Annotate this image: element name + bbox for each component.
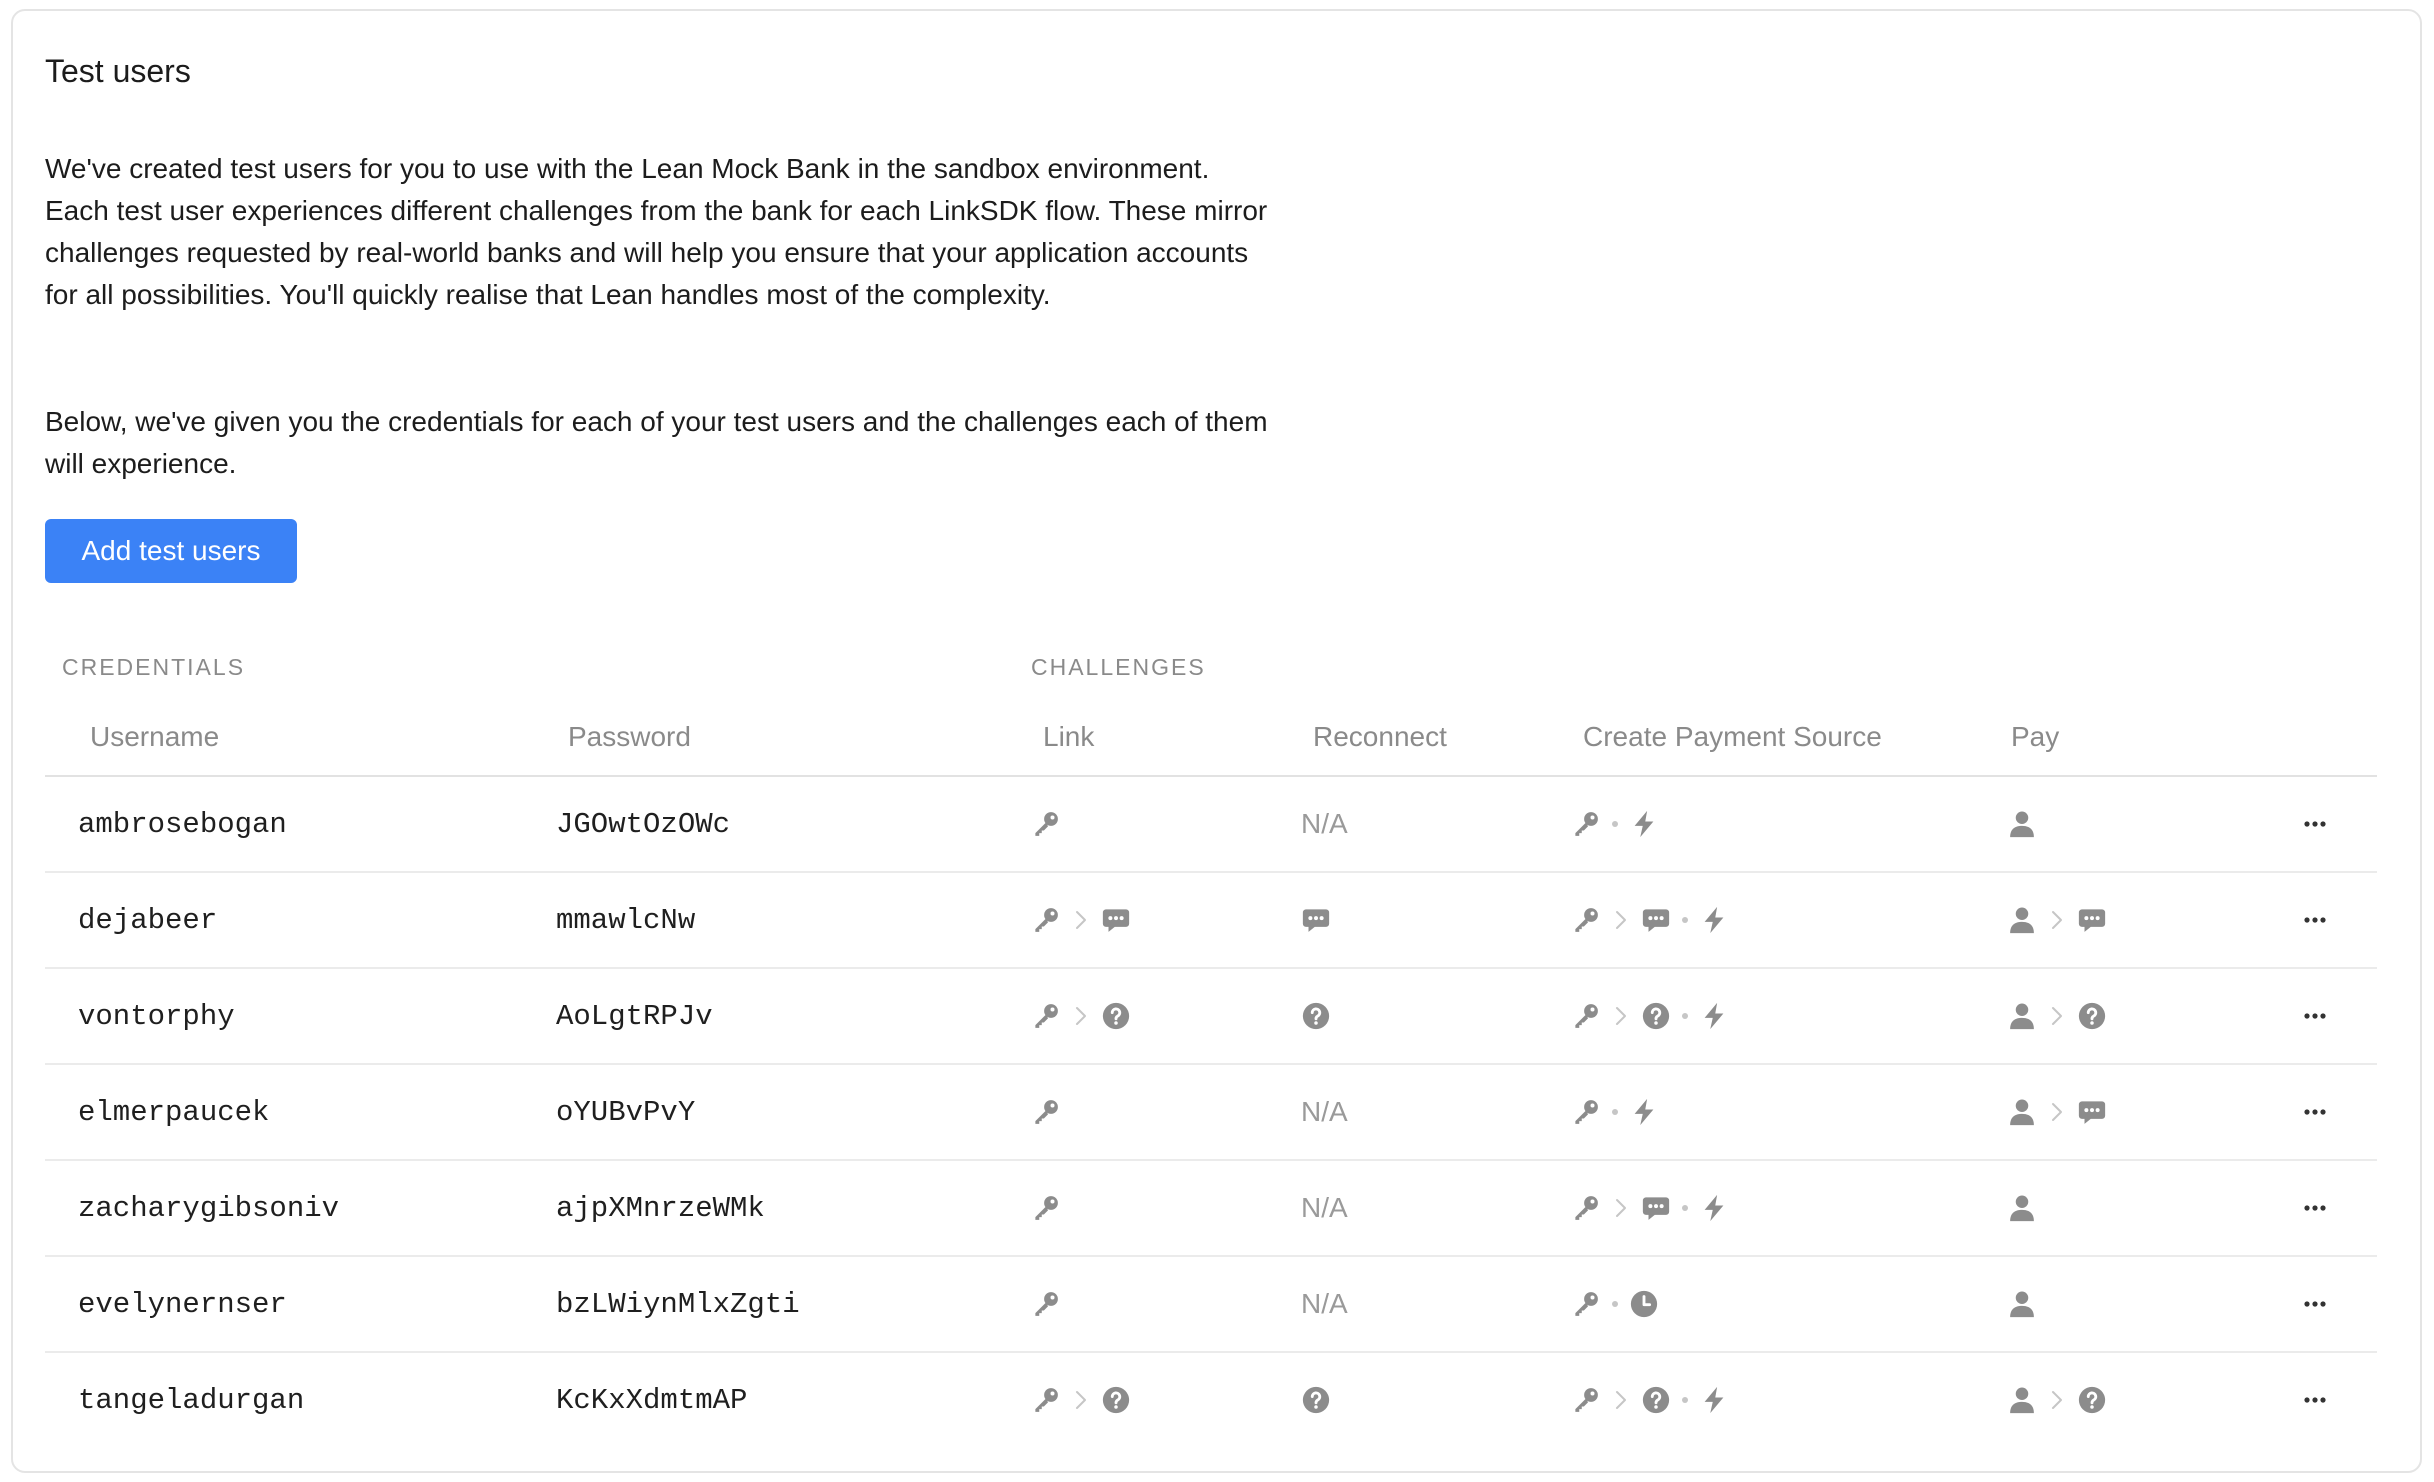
not-applicable-text: N/A: [1301, 1192, 1348, 1223]
link-challenge-cell: [1031, 1161, 1061, 1255]
challenge-sequence: [1571, 1097, 1659, 1127]
chevron-right-icon: [2044, 905, 2070, 935]
lightning-bolt-icon: [1699, 1385, 1729, 1415]
chevron-right-icon: [1608, 1193, 1634, 1223]
separator-dot: [1674, 1001, 1696, 1031]
password-cell: ajpXMnrzeWMk: [556, 1191, 765, 1225]
reconnect-challenge-cell: [1301, 873, 1331, 967]
more-options-icon[interactable]: [2295, 1193, 2335, 1223]
chevron-right-icon: [1068, 905, 1094, 935]
challenge-sequence: [1301, 1001, 1331, 1031]
separator-dot: [1604, 1097, 1626, 1127]
table-row: [45, 1161, 2377, 1257]
username-cell: dejabeer: [78, 903, 218, 937]
chat-bubble-icon: [2077, 905, 2107, 935]
chevron-right-icon: [2044, 1001, 2070, 1031]
table-row: [45, 777, 2377, 873]
more-options-icon[interactable]: [2295, 905, 2335, 935]
reconnect-challenge-cell: [1301, 1065, 1348, 1159]
password-cell: mmawlcNw: [556, 903, 696, 937]
row-actions-cell: [2295, 1257, 2335, 1351]
username-cell: elmerpaucek: [78, 1095, 270, 1129]
link-challenge-cell: [1031, 873, 1131, 967]
pay-challenge-cell: [2007, 1353, 2107, 1447]
question-icon: [2077, 1001, 2107, 1031]
challenge-sequence: [2007, 809, 2037, 839]
key-icon: [1031, 1193, 1061, 1223]
username-cell: zacharygibsoniv: [78, 1191, 340, 1225]
not-applicable-text: N/A: [1301, 808, 1348, 839]
challenge-sequence: [1031, 1097, 1061, 1127]
chevron-right-icon: [1068, 1001, 1094, 1031]
chat-bubble-icon: [2077, 1097, 2107, 1127]
user-icon: [2007, 1289, 2037, 1319]
chevron-right-icon: [1608, 905, 1634, 935]
credentials-paragraph: Below, we've given you the credentials for each of your test users and the challenges each of them will experience.: [45, 406, 1268, 479]
table-row: [45, 1353, 2377, 1449]
separator-dot: [1604, 809, 1626, 839]
challenge-sequence: [1031, 1289, 1061, 1319]
create-payment-source-challenge-cell: [1571, 873, 1729, 967]
create-payment-source-challenge-cell: [1571, 969, 1729, 1063]
chevron-right-icon: [2044, 1385, 2070, 1415]
not-applicable-text: N/A: [1301, 1288, 1348, 1319]
password-cell: AoLgtRPJv: [556, 999, 713, 1033]
challenge-sequence: [1571, 809, 1659, 839]
password-cell: oYUBvPvY: [556, 1095, 696, 1129]
user-icon: [2007, 1097, 2037, 1127]
password-cell: JGOwtOzOWc: [556, 807, 731, 841]
challenge-sequence: [2007, 1193, 2037, 1223]
row-actions-cell: [2295, 873, 2335, 967]
challenge-sequence: [1031, 1193, 1061, 1223]
key-icon: [1571, 1385, 1601, 1415]
key-icon: [1031, 1001, 1061, 1031]
column-header-reconnect: Reconnect: [1313, 721, 1447, 752]
column-header-pay: Pay: [2011, 721, 2060, 752]
section-label-credentials: CREDENTIALS: [62, 654, 246, 680]
pay-challenge-cell: [2007, 873, 2107, 967]
chevron-right-icon: [1068, 1385, 1094, 1415]
create-payment-source-challenge-cell: [1571, 777, 1659, 871]
row-actions-cell: [2295, 1065, 2335, 1159]
pay-challenge-cell: [2007, 1065, 2107, 1159]
column-header-create-payment-source: Create Payment Source: [1583, 721, 1882, 752]
lightning-bolt-icon: [1629, 1097, 1659, 1127]
challenge-sequence: [1571, 1193, 1729, 1223]
username-cell: ambrosebogan: [78, 807, 287, 841]
chat-bubble-icon: [1301, 905, 1331, 935]
pay-challenge-cell: [2007, 1257, 2037, 1351]
separator-dot: [1674, 1385, 1696, 1415]
table-row: [45, 969, 2377, 1065]
column-header-username: Username: [90, 721, 220, 752]
reconnect-challenge-cell: [1301, 777, 1348, 871]
username-cell: vontorphy: [78, 999, 235, 1033]
challenge-sequence: [2007, 1289, 2037, 1319]
challenge-sequence: [2007, 1385, 2107, 1415]
chat-bubble-icon: [1101, 905, 1131, 935]
table-header: [45, 711, 2377, 777]
lightning-bolt-icon: [1629, 809, 1659, 839]
challenge-sequence: [1571, 1385, 1729, 1415]
challenge-sequence: [2007, 1001, 2107, 1031]
password-cell: KcKxXdmtmAP: [556, 1383, 748, 1417]
pay-challenge-cell: [2007, 777, 2037, 871]
table-row: [45, 873, 2377, 969]
row-actions-cell: [2295, 1353, 2335, 1447]
lightning-bolt-icon: [1699, 1193, 1729, 1223]
page-title: Test users: [45, 53, 191, 89]
challenge-sequence: [1031, 809, 1061, 839]
challenge-sequence: [2007, 905, 2107, 935]
challenge-sequence: [1571, 1001, 1729, 1031]
column-header-link: Link: [1043, 721, 1095, 752]
pay-challenge-cell: [2007, 969, 2107, 1063]
more-options-icon[interactable]: [2295, 1097, 2335, 1127]
user-icon: [2007, 1001, 2037, 1031]
column-header-password: Password: [568, 721, 691, 752]
challenge-sequence: [1031, 905, 1131, 935]
table-row: [45, 1065, 2377, 1161]
reconnect-challenge-cell: [1301, 969, 1331, 1063]
lightning-bolt-icon: [1699, 1001, 1729, 1031]
key-icon: [1031, 1385, 1061, 1415]
password-cell: bzLWiynMlxZgti: [556, 1287, 800, 1321]
table-body: [45, 777, 2377, 1449]
create-payment-source-challenge-cell: [1571, 1353, 1729, 1447]
create-payment-source-challenge-cell: [1571, 1065, 1659, 1159]
link-challenge-cell: [1031, 1065, 1061, 1159]
reconnect-challenge-cell: [1301, 1161, 1348, 1255]
key-icon: [1031, 809, 1061, 839]
key-icon: [1571, 1001, 1601, 1031]
test-users-table: [45, 711, 2377, 1449]
challenge-sequence: [1301, 905, 1331, 935]
chevron-right-icon: [1608, 1001, 1634, 1031]
question-icon: [2077, 1385, 2107, 1415]
not-applicable-text: N/A: [1301, 1096, 1348, 1127]
key-icon: [1031, 905, 1061, 935]
challenge-sequence: [1301, 1385, 1331, 1415]
reconnect-challenge-cell: [1301, 1257, 1348, 1351]
link-challenge-cell: [1031, 969, 1131, 1063]
question-icon: [1301, 1001, 1331, 1031]
challenge-sequence: [2007, 1097, 2107, 1127]
challenge-sequence: [1571, 1289, 1659, 1319]
more-options-icon[interactable]: [2295, 1289, 2335, 1319]
question-icon: [1101, 1001, 1131, 1031]
question-icon: [1101, 1385, 1131, 1415]
row-actions-cell: [2295, 1161, 2335, 1255]
key-icon: [1571, 905, 1601, 935]
challenge-sequence: [1571, 905, 1729, 935]
create-payment-source-challenge-cell: [1571, 1257, 1659, 1351]
more-options-icon[interactable]: [2295, 809, 2335, 839]
username-cell: tangeladurgan: [78, 1383, 305, 1417]
chevron-right-icon: [1608, 1385, 1634, 1415]
key-icon: [1031, 1289, 1061, 1319]
create-payment-source-challenge-cell: [1571, 1161, 1729, 1255]
intro-paragraph: We've created test users for you to use with the Lean Mock Bank in the sandbox environment. Each test user experiences different challenges from the bank for each LinkSDK flow. These mirror challenges requested by real-world banks and will help you ensure that your application accounts for all possibilities. You'll quickly realise that Lean handles most of the complexity.: [45, 153, 1268, 310]
key-icon: [1571, 1097, 1601, 1127]
username-cell: evelynernser: [78, 1287, 287, 1321]
key-icon: [1031, 1097, 1061, 1127]
challenge-sequence: [1031, 1385, 1131, 1415]
add-test-users-button[interactable]: Add test users: [45, 519, 297, 583]
question-icon: [1301, 1385, 1331, 1415]
key-icon: [1571, 809, 1601, 839]
chat-bubble-icon: [1641, 905, 1671, 935]
challenge-sequence: [1031, 1001, 1131, 1031]
key-icon: [1571, 1289, 1601, 1319]
lightning-bolt-icon: [1699, 905, 1729, 935]
question-icon: [1641, 1385, 1671, 1415]
separator-dot: [1674, 905, 1696, 935]
chat-bubble-icon: [1641, 1193, 1671, 1223]
more-options-icon[interactable]: [2295, 1385, 2335, 1415]
link-challenge-cell: [1031, 1257, 1061, 1351]
more-options-icon[interactable]: [2295, 1001, 2335, 1031]
link-challenge-cell: [1031, 777, 1061, 871]
clock-icon: [1629, 1289, 1659, 1319]
pay-challenge-cell: [2007, 1161, 2037, 1255]
link-challenge-cell: [1031, 1353, 1131, 1447]
chevron-right-icon: [2044, 1097, 2070, 1127]
section-label-challenges: CHALLENGES: [1031, 654, 1206, 680]
row-actions-cell: [2295, 969, 2335, 1063]
test-users-card: [11, 9, 2422, 1473]
reconnect-challenge-cell: [1301, 1353, 1331, 1447]
key-icon: [1571, 1193, 1601, 1223]
question-icon: [1641, 1001, 1671, 1031]
user-icon: [2007, 905, 2037, 935]
separator-dot: [1674, 1193, 1696, 1223]
row-actions-cell: [2295, 777, 2335, 871]
user-icon: [2007, 1385, 2037, 1415]
user-icon: [2007, 809, 2037, 839]
table-row: [45, 1257, 2377, 1353]
user-icon: [2007, 1193, 2037, 1223]
separator-dot: [1604, 1289, 1626, 1319]
